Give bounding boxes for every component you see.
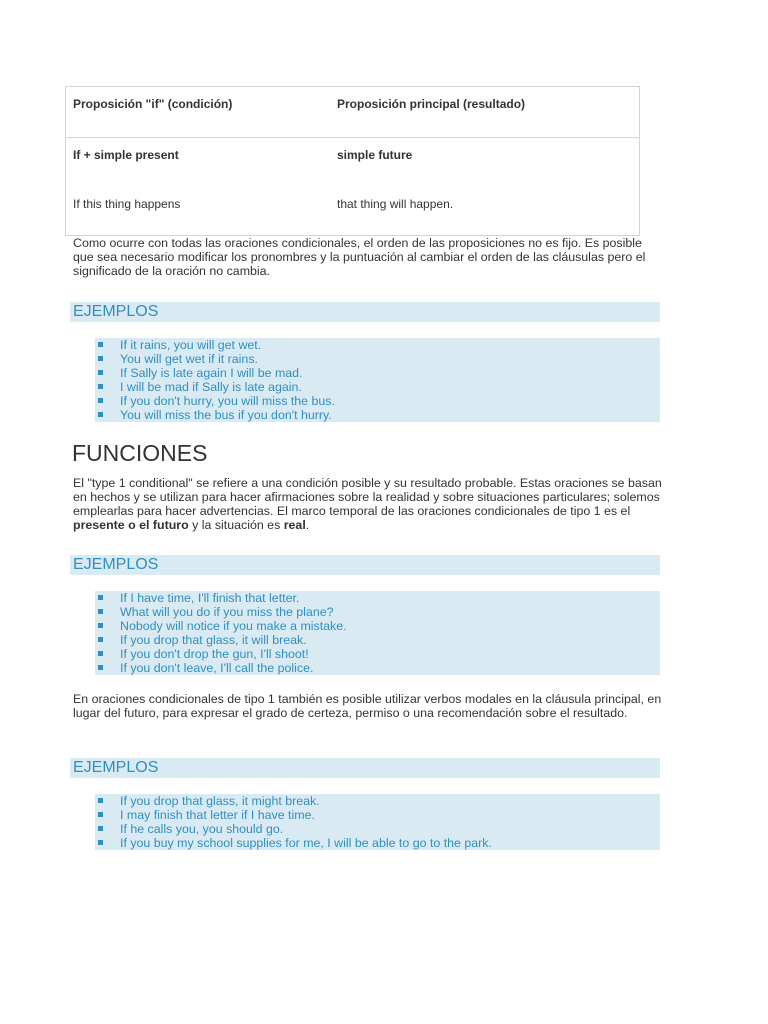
- square-bullet-icon: [98, 342, 103, 347]
- square-bullet-icon: [98, 384, 103, 389]
- square-bullet-icon: [98, 840, 103, 845]
- list-item: I will be mad if Sally is late again.: [95, 380, 660, 394]
- list-item: You will miss the bus if you don't hurry.: [95, 408, 660, 422]
- examples-heading-1-label: EJEMPLOS: [73, 303, 159, 320]
- list-item: Nobody will notice if you make a mistake.: [95, 619, 660, 633]
- funciones-text-mid: y la situación es: [188, 518, 284, 532]
- examples-list-3: [95, 794, 660, 850]
- list-item: If he calls you, you should go.: [95, 822, 660, 836]
- funciones-title: FUNCIONES: [72, 440, 208, 466]
- square-bullet-icon: [98, 623, 103, 628]
- square-bullet-icon: [98, 595, 103, 600]
- examples-heading-2-label: EJEMPLOS: [73, 556, 159, 573]
- list-item: I may finish that letter if I have time.: [95, 808, 660, 822]
- list-item: If I have time, I'll finish that letter.: [95, 591, 660, 605]
- list-item: If you buy my school supplies for me, I will be able to go to the park.: [95, 836, 660, 850]
- square-bullet-icon: [98, 356, 103, 361]
- examples-heading-3: [70, 758, 660, 778]
- table-header-if-clause: Proposición "if" (condición): [73, 97, 233, 111]
- examples-heading-1: [70, 302, 660, 322]
- funciones-bold-real: real: [283, 518, 306, 532]
- square-bullet-icon: [98, 637, 103, 642]
- list-item: If Sally is late again I will be mad.: [95, 366, 660, 380]
- modal-paragraph: En oraciones condicionales de tipo 1 también es posible utilizar verbos modales en la cláusula principal, en lugar del futuro, para expresar el grado de certeza, permiso o una recomendación sobre el resultado.: [73, 692, 662, 720]
- list-item: If you don't leave, I'll call the police.: [95, 661, 660, 675]
- funciones-text-start: El "type 1 conditional" se refiere a una condición posible y su resultado probable. Estas oraciones se basan en hechos y se utilizan para hacer afirmaciones sobre la realidad y sobre situaciones particulares; solemos emplearlas para hacer advertencias. El marco temporal de las oraciones condicionales de tipo 1 es el: [73, 476, 662, 518]
- square-bullet-icon: [98, 798, 103, 803]
- examples-heading-3-label: EJEMPLOS: [73, 759, 159, 776]
- list-item: What will you do if you miss the plane?: [95, 605, 660, 619]
- square-bullet-icon: [98, 412, 103, 417]
- square-bullet-icon: [98, 398, 103, 403]
- list-item: If it rains, you will get wet.: [95, 338, 660, 352]
- examples-heading-2: [70, 555, 660, 575]
- list-item: If you don't hurry, you will miss the bus.: [95, 394, 660, 408]
- list-item: If you don't drop the gun, I'll shoot!: [95, 647, 660, 661]
- funciones-text-end: .: [305, 518, 310, 532]
- table-formula-main: simple future: [337, 148, 413, 162]
- square-bullet-icon: [98, 812, 103, 817]
- table-example-main: that thing will happen.: [337, 197, 454, 211]
- square-bullet-icon: [98, 370, 103, 375]
- table-example-if: If this thing happens: [73, 197, 181, 211]
- table-header-row: [66, 87, 639, 138]
- table-formula-if: If + simple present: [73, 148, 179, 162]
- square-bullet-icon: [98, 651, 103, 656]
- square-bullet-icon: [98, 609, 103, 614]
- examples-list-1: [95, 338, 660, 422]
- conditional-table: [65, 86, 640, 236]
- table-header-main-clause: Proposición principal (resultado): [337, 97, 526, 111]
- square-bullet-icon: [98, 665, 103, 670]
- funciones-bold-timeframe: presente o el futuro: [73, 518, 189, 532]
- list-item: You will get wet if it rains.: [95, 352, 660, 366]
- square-bullet-icon: [98, 826, 103, 831]
- examples-list-2: [95, 591, 660, 675]
- list-item: If you drop that glass, it might break.: [95, 794, 660, 808]
- funciones-paragraph: [73, 476, 663, 532]
- list-item: If you drop that glass, it will break.: [95, 633, 660, 647]
- intro-paragraph: Como ocurre con todas las oraciones condicionales, el orden de las proposiciones no es fijo. Es posible que sea necesario modificar los pronombres y la puntuación al cambiar el orden de las cláusulas pero el significado de la oración no cambia.: [73, 236, 646, 278]
